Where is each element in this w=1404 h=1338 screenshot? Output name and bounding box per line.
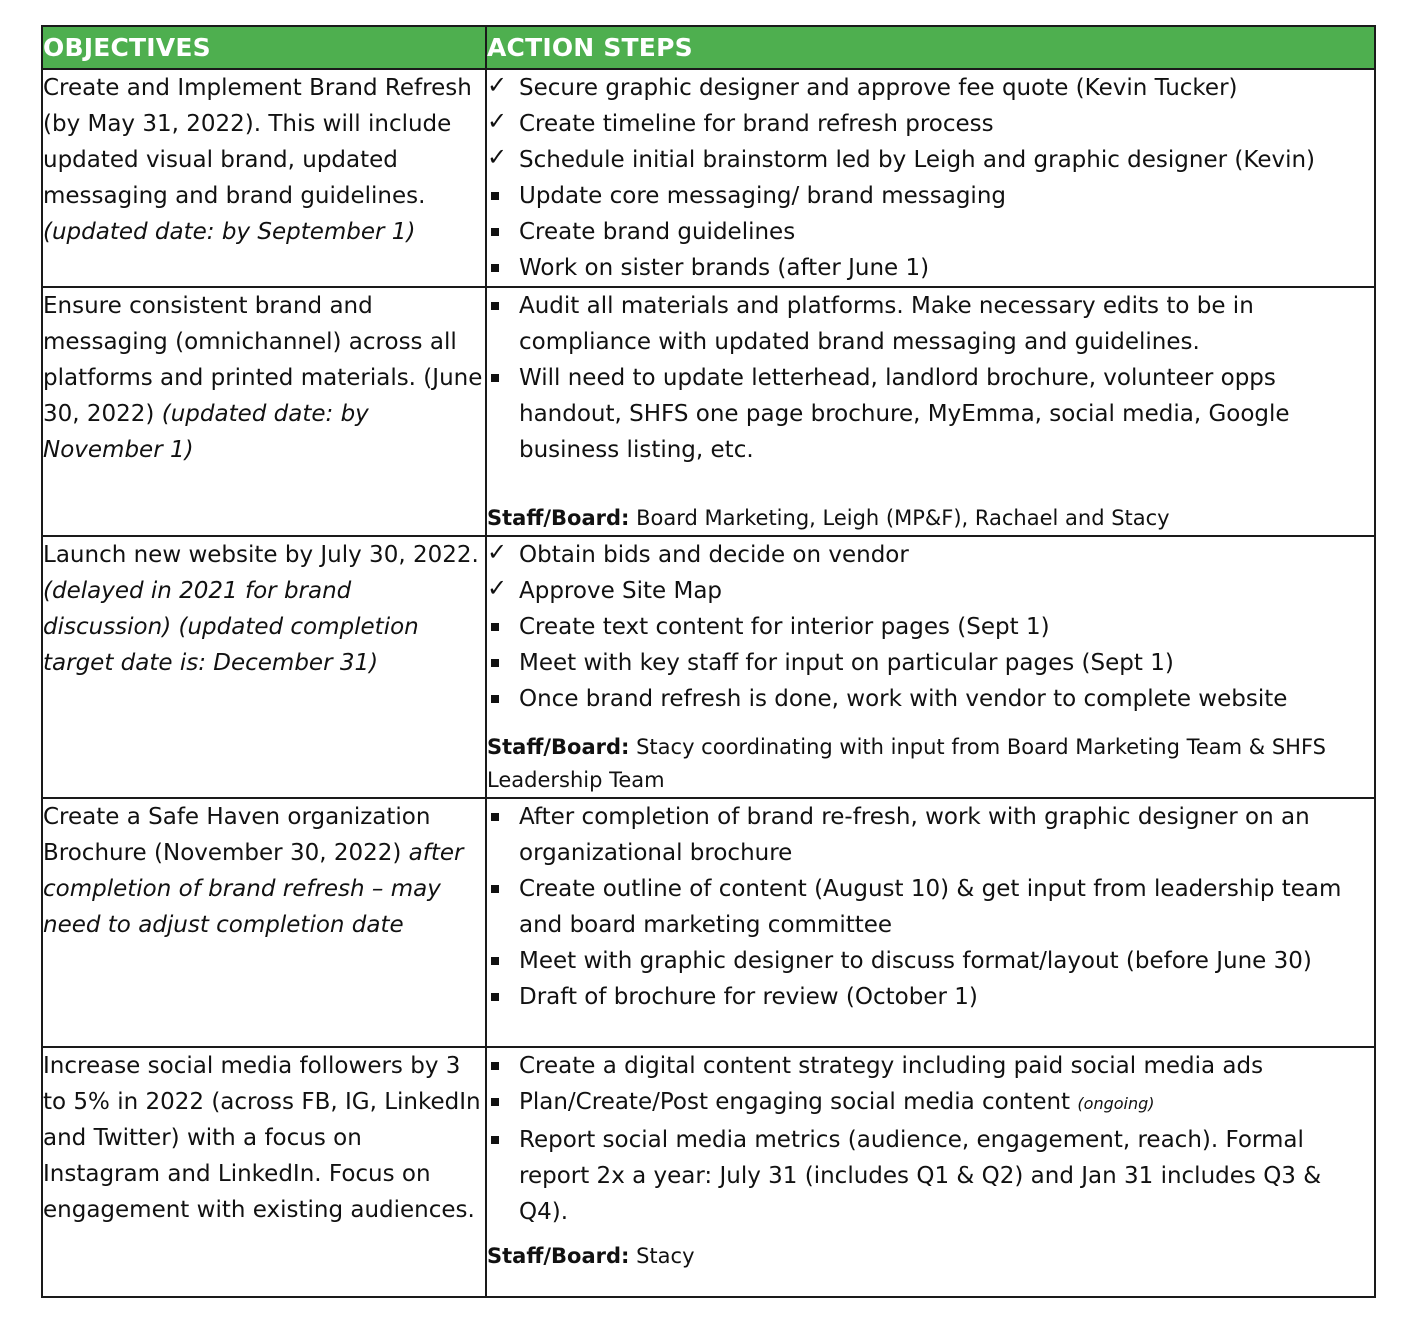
action-step [487,799,1374,871]
staff-board-line [487,731,1374,797]
action-step [487,70,1374,106]
action-step-text: Obtain bids and decide on vendor [519,542,909,568]
objective-text: Launch new website by July 30, 2022. [43,542,479,568]
action-step [487,1084,1374,1122]
staff-board-label: Staff/Board: [487,735,630,759]
action-step-text: After completion of brand re-fresh, work with graphic designer on an organizational brochure [519,804,1310,866]
bullet-square-icon [487,214,515,250]
table-row [42,69,1375,287]
action-step-list [487,288,1374,468]
action-step-text: Schedule initial brainstorm led by Leigh and graphic designer (Kevin) [519,147,1316,173]
action-step-text: Update core messaging/ brand messaging [519,183,1006,209]
action-step [487,537,1374,573]
action-step-list [487,799,1374,1015]
action-step [487,573,1374,609]
action-step-text: Work on sister brands (after June 1) [519,255,930,281]
action-steps-cell [486,536,1375,798]
action-step [487,871,1374,943]
staff-board-value: Board Marketing, Leigh (MP&F), Rachael and Stacy [636,506,1170,530]
staff-board-value: Stacy coordinating with input from Board Marketing Team & SHFS Leadership Team [487,735,1326,792]
action-step [487,288,1374,360]
action-step-list [487,537,1374,717]
staff-board-line [487,1240,1374,1273]
checkmark-icon [487,142,515,178]
objective-cell [42,536,486,798]
action-step-text: Meet with graphic designer to discuss format/layout (before June 30) [519,948,1312,974]
bullet-square-icon [487,979,515,1015]
action-step [487,360,1374,468]
objective-text: Create and Implement Brand Refresh (by May 31, 2022). This will include updated visual brand, updated messaging and brand guidelines. [43,75,472,209]
bullet-square-icon [487,360,515,396]
checkmark-icon [487,573,515,609]
objective-note: (updated date: by September 1) [43,219,416,245]
bullet-square-icon [487,1048,515,1084]
action-step-text: Plan/Create/Post engaging social media content [519,1089,1071,1115]
bullet-square-icon [487,799,515,835]
bullet-square-icon [487,250,515,286]
checkmark-icon [487,537,515,573]
staff-board-line [487,502,1374,535]
checkmark-icon [487,106,515,142]
action-step-text: Secure graphic designer and approve fee quote (Kevin Tucker) [519,75,1238,101]
action-step [487,645,1374,681]
bullet-square-icon [487,1122,515,1158]
action-step [487,214,1374,250]
action-step-text: Create outline of content (August 10) & get input from leadership team and board marketing committee [519,876,1342,938]
table-row [42,798,1375,1047]
objective-text: Increase social media followers by 3 to 5% in 2022 (across FB, IG, LinkedIn and Twitter) with a focus on Instagram and LinkedIn. Focus on engagement with existing audiences. [43,1053,481,1223]
checkmark-icon [487,70,515,106]
action-step [487,681,1374,717]
objective-note: after completion of brand refresh – may need to adjust completion date [43,840,464,938]
action-steps-cell [486,69,1375,287]
objective-text: Ensure consistent brand and messaging (omnichannel) across all platforms and printed materials. (June 30, 2022) [43,293,483,427]
objectives-table [41,25,1376,1298]
action-step [487,250,1374,286]
table-header-row [42,26,1375,69]
objective-note: (delayed in 2021 for brand discussion) (updated completion target date is: December 31) [43,578,419,676]
action-steps-cell [486,1047,1375,1297]
objective-cell [42,287,486,536]
table-row [42,536,1375,798]
objective-cell [42,1047,486,1297]
action-step [487,106,1374,142]
action-step-text: Approve Site Map [519,578,723,604]
action-step-text: Draft of brochure for review (October 1) [519,984,978,1010]
bullet-square-icon [487,645,515,681]
action-step-text: Will need to update letterhead, landlord brochure, volunteer opps handout, SHFS one page brochure, MyEmma, social media, Google business listing, etc. [519,365,1290,463]
action-step [487,943,1374,979]
action-step-text: Once brand refresh is done, work with vendor to complete website [519,686,1288,712]
table-row [42,1047,1375,1297]
staff-board-label: Staff/Board: [487,506,630,530]
action-step-text: Create a digital content strategy including paid social media ads [519,1053,1264,1079]
staff-board-label: Staff/Board: [487,1244,630,1268]
bullet-square-icon [487,943,515,979]
bullet-square-icon [487,178,515,214]
action-step-text: Create text content for interior pages (Sept 1) [519,614,1050,640]
ongoing-note: (ongoing) [1077,1094,1155,1113]
bullet-square-icon [487,288,515,324]
action-steps-cell [486,798,1375,1047]
action-step [487,142,1374,178]
action-steps-header: ACTION STEPS [486,26,1375,69]
action-step-list [487,1048,1374,1230]
table-row [42,287,1375,536]
action-step [487,609,1374,645]
objective-cell [42,798,486,1047]
objectives-header: OBJECTIVES [42,26,486,69]
staff-board-value: Stacy [636,1244,695,1268]
action-step [487,178,1374,214]
objective-text: Create a Safe Haven organization Brochure (November 30, 2022) [43,804,431,866]
action-step-list [487,70,1374,286]
bullet-square-icon [487,871,515,907]
objective-cell [42,69,486,287]
action-step [487,979,1374,1015]
action-step-text: Audit all materials and platforms. Make necessary edits to be in compliance with updated brand messaging and guidelines. [519,293,1254,355]
objective-note: (updated date: by November 1) [43,401,369,463]
bullet-square-icon [487,1084,515,1120]
bullet-square-icon [487,609,515,645]
action-steps-cell [486,287,1375,536]
action-step-text: Create brand guidelines [519,219,796,245]
action-step-text: Report social media metrics (audience, engagement, reach). Formal report 2x a year: July 31 (includes Q1 & Q2) and Jan 31 includes Q3 & Q4). [519,1127,1322,1225]
action-step [487,1048,1374,1084]
action-step-text: Create timeline for brand refresh process [519,111,994,137]
bullet-square-icon [487,681,515,717]
action-step-text: Meet with key staff for input on particular pages (Sept 1) [519,650,1174,676]
action-step [487,1122,1374,1230]
